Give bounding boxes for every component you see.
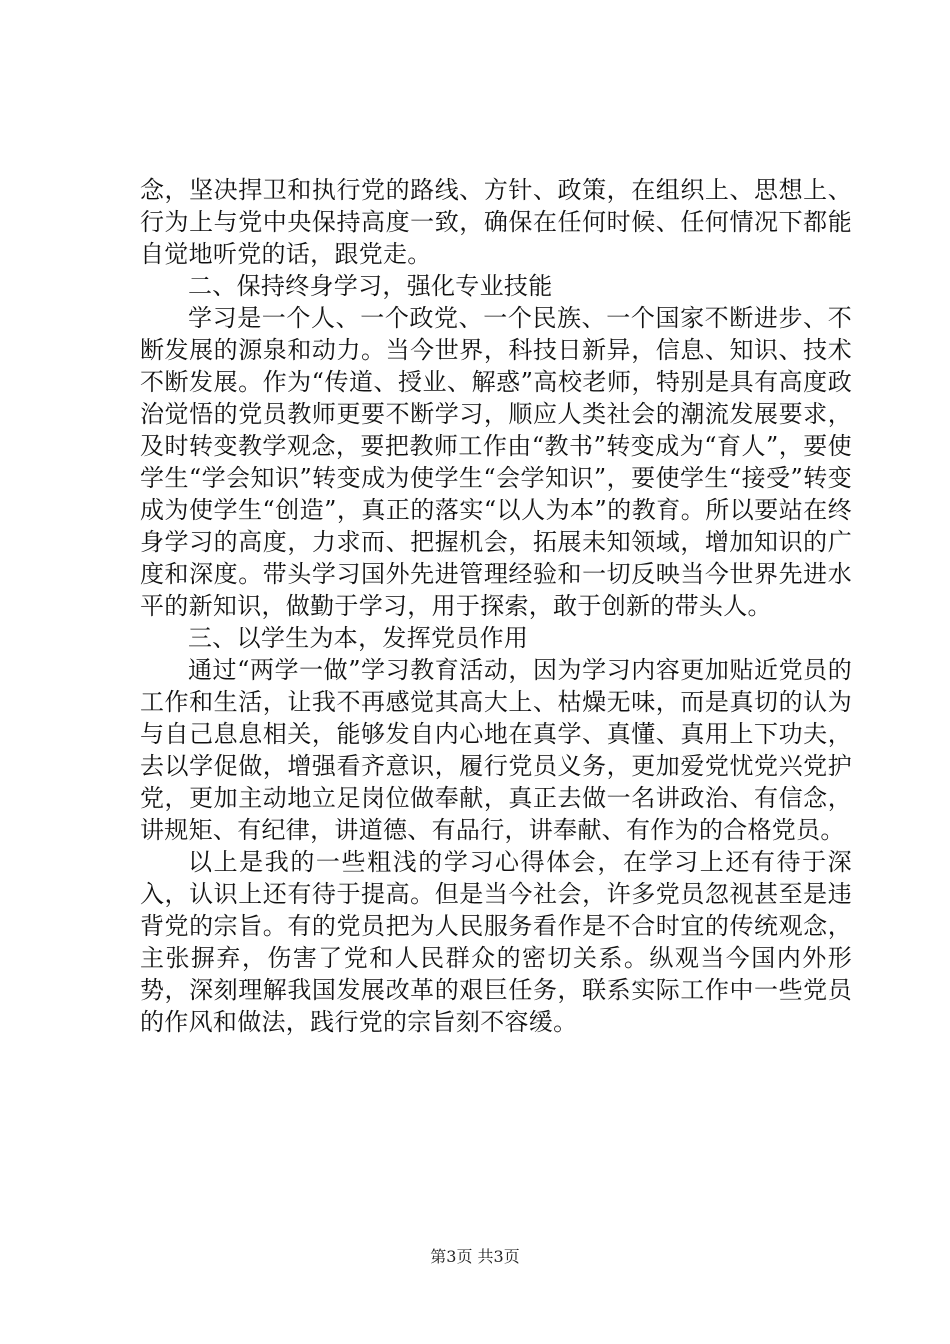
paragraph-lifelong-learning: 学习是一个人、一个政党、一个民族、一个国家不断进步、不断发展的源泉和动力。当今世界，科技日新异，信息、知识、技术不断发展。作为“传道、授业、解惑”高校老师，特别是具有高度政治觉悟的党员教师更要不断学习，顺应人类社会的潮流发展要求，及时转变教学观念，要把教师工作由“教书”转变成为“育人”，要使学生“学会知识”转变成为使学生“会学知识”，要使学生“接受”转变成为使学生“创造”，真正的落实“以人为本”的教育。所以要站在终身学习的高度，力求而、把握机会，拓展未知领域，增加知识的广度和深度。带头学习国外先进管理经验和一切反映当今世界先进水平的新知识，做勤于学习，用于探索，敢于创新的带头人。 (140, 304, 852, 620)
paragraph-conclusion: 以上是我的一些粗浅的学习心得体会，在学习上还有待于深入，认识上还有待于提高。但是当今社会，许多党员忽视甚至是违背党的宗旨。有的党员把为人民服务看作是不合时宜的传统观念，主张摒弃，伤害了党和人民群众的密切关系。纵观当今国内外形势，深刻理解我国发展改革的艰巨任务，联系实际工作中一些党员的作风和做法，践行党的宗旨刻不容缓。 (140, 848, 852, 1036)
section-heading-3: 三、以学生为本，发挥党员作用 (188, 624, 529, 652)
paragraph-party-role: 通过“两学一做”学习教育活动，因为学习内容更加贴近党员的工作和生活，让我不再感觉其高大上、枯燥无味，而是真切的认为与自己息息相关，能够发自内心地在真学、真懂、真用上下功夫，去以学促做，增强看齐意识，履行党员义务，更加爱党忧党兴党护党，更加主动地立足岗位做奉献，真正去做一名讲政治、有信念，讲规矩、有纪律，讲道德、有品行，讲奉献、有作为的合格党员。 (140, 656, 852, 844)
section-heading-2: 二、保持终身学习，强化专业技能 (188, 272, 553, 300)
page-footer: 第3页 共3页 (430, 1247, 520, 1266)
document-body (140, 174, 852, 1038)
paragraph-continuation: 念，坚决捍卫和执行党的路线、方针、政策，在组织上、思想上、行为上与党中央保持高度一致，确保在任何时候、任何情况下都能自觉地听党的话，跟党走。 (140, 176, 852, 268)
